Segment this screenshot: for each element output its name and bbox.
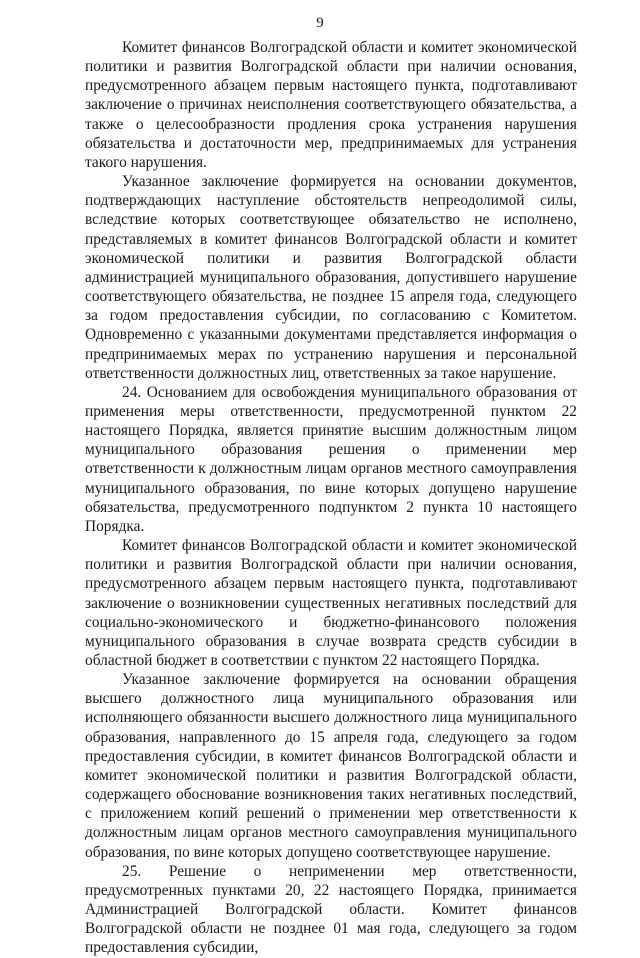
paragraph: 24. Основанием для освобождения муниципального образования от применения меры ответственности, предусмотренной пунктом 22 настоящего Порядка, является принятие высшим должностным лицом муниципального образования решения о применении мер ответственности к должностным лицам органов местного самоуправления муниципального образования, по вине которых допущено нарушение обязательства, предусмотренного подпунктом 2 пункта 10 настоящего Порядка. bbox=[85, 383, 577, 535]
paragraph: Комитет финансов Волгоградской области и комитет экономической политики и развития Волгоградской области при наличии основания, предусмотренного абзацем первым настоящего пункта, подготавливают заключение о причинах неисполнения соответствующего обязательства, а также о целесообразности продления срока устранения нарушения обязательства и достаточности мер, предпринимаемых для устранения такого нарушения. bbox=[85, 39, 577, 171]
paragraph: 25. Решение о неприменении мер ответственности, предусмотренных пунктами 20, 22 настоящего Порядка, принимается Администрацией Волгоградской области. Комитет финансов Волгоградской области не позднее 01 мая года, следующего за годом предоставления субсидии, bbox=[85, 862, 577, 957]
paragraph: Указанное заключение формируется на основании обращения высшего должностного лица муниципального образования или исполняющего обязанности высшего должностного лица муниципального образования, направленного до 15 апреля года, следующего за годом предоставления субсидии, в комитет финансов Волгоградской области и комитет экономической политики и развития Волгоградской области, содержащего обоснование возникновения таких негативных последствий, с приложением копий решений о применении мер ответственности к должностным лицам органов местного самоуправления муниципального образования, по вине которых допущено соответствующее нарушение. bbox=[85, 671, 577, 861]
document-body bbox=[85, 38, 577, 958]
page-number: 9 bbox=[316, 15, 324, 31]
paragraph: Указанное заключение формируется на основании документов, подтверждающих наступление обстоятельств непреодолимой силы, вследствие которых соответствующее обязательство не исполнено, представляемых в комитет финансов Волгоградской области и комитет экономической политики и развития Волгоградской области администрацией муниципального образования, допустившего нарушение соответствующего обязательства, не позднее 15 апреля года, следующего за годом предоставления субсидии, по согласованию с Комитетом. Одновременно с указанными документами представляется информация о предпринимаемых мерах по устранению нарушения и персональной ответственности должностных лиц, ответственных за такое нарушение. bbox=[85, 173, 577, 382]
paragraph: Комитет финансов Волгоградской области и комитет экономической политики и развития Волгоградской области при наличии основания, предусмотренного абзацем первым настоящего пункта, подготавливают заключение о возникновении существенных негативных последствий для социально-экономического и бюджетно-финансового положения муниципального образования в случае возврата средств субсидии в областной бюджет в соответствии с пунктом 22 настоящего Порядка. bbox=[85, 537, 577, 669]
